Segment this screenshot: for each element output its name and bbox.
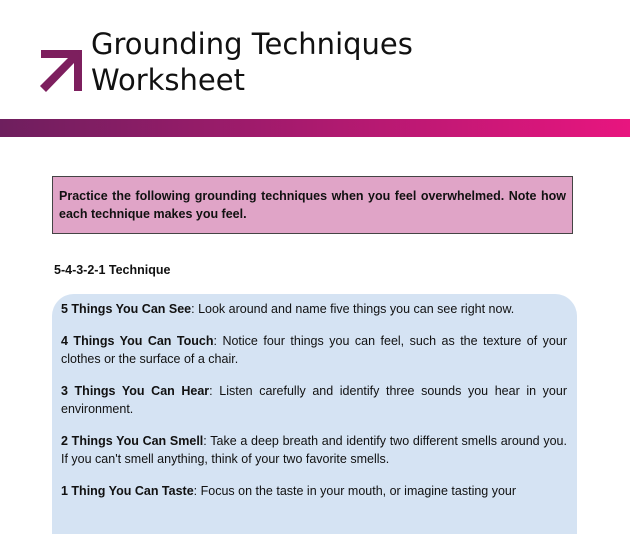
- technique-taste: [61, 482, 567, 500]
- technique-label: 3 Things You Can Hear: [61, 384, 210, 398]
- arrow-shape: [40, 50, 82, 92]
- section-title: 5-4-3-2-1 Technique: [54, 263, 171, 277]
- technique-label: 2 Things You Can Smell: [61, 434, 204, 448]
- intro-text: Practice the following grounding techniques when you feel overwhelmed. Note how each technique makes you feel.: [59, 189, 566, 221]
- technique-smell: [61, 432, 567, 468]
- technique-label: 4 Things You Can Touch: [61, 334, 214, 348]
- intro-instructions-box: [52, 176, 573, 234]
- page-title: [91, 26, 413, 98]
- technique-description: : Listen carefully and identify three sounds you hear in your environment.: [61, 384, 567, 416]
- title-line-1: Grounding Techniques: [91, 27, 413, 61]
- technique-hear: [61, 382, 567, 418]
- technique-description: : Take a deep breath and identify two different smells around you. If you can't smell anything, think of your two favorite smells.: [61, 434, 567, 466]
- technique-see: [61, 300, 567, 318]
- technique-description: : Notice four things you can feel, such as the texture of your clothes or the surface of a chair.: [61, 334, 567, 366]
- technique-description: : Look around and name five things you can see right now.: [191, 302, 515, 316]
- worksheet-header: [0, 0, 630, 120]
- technique-label: 1 Thing You Can Taste: [61, 484, 194, 498]
- technique-description: : Focus on the taste in your mouth, or imagine tasting your: [193, 484, 517, 498]
- technique-touch: [61, 332, 567, 368]
- title-line-2: Worksheet: [91, 63, 245, 97]
- technique-list-box: [52, 294, 577, 534]
- arrow-up-right-icon: [36, 48, 84, 96]
- technique-label: 5 Things You Can See: [61, 302, 192, 316]
- gradient-bar-fill: [0, 119, 630, 137]
- gradient-divider-bar: [0, 119, 630, 137]
